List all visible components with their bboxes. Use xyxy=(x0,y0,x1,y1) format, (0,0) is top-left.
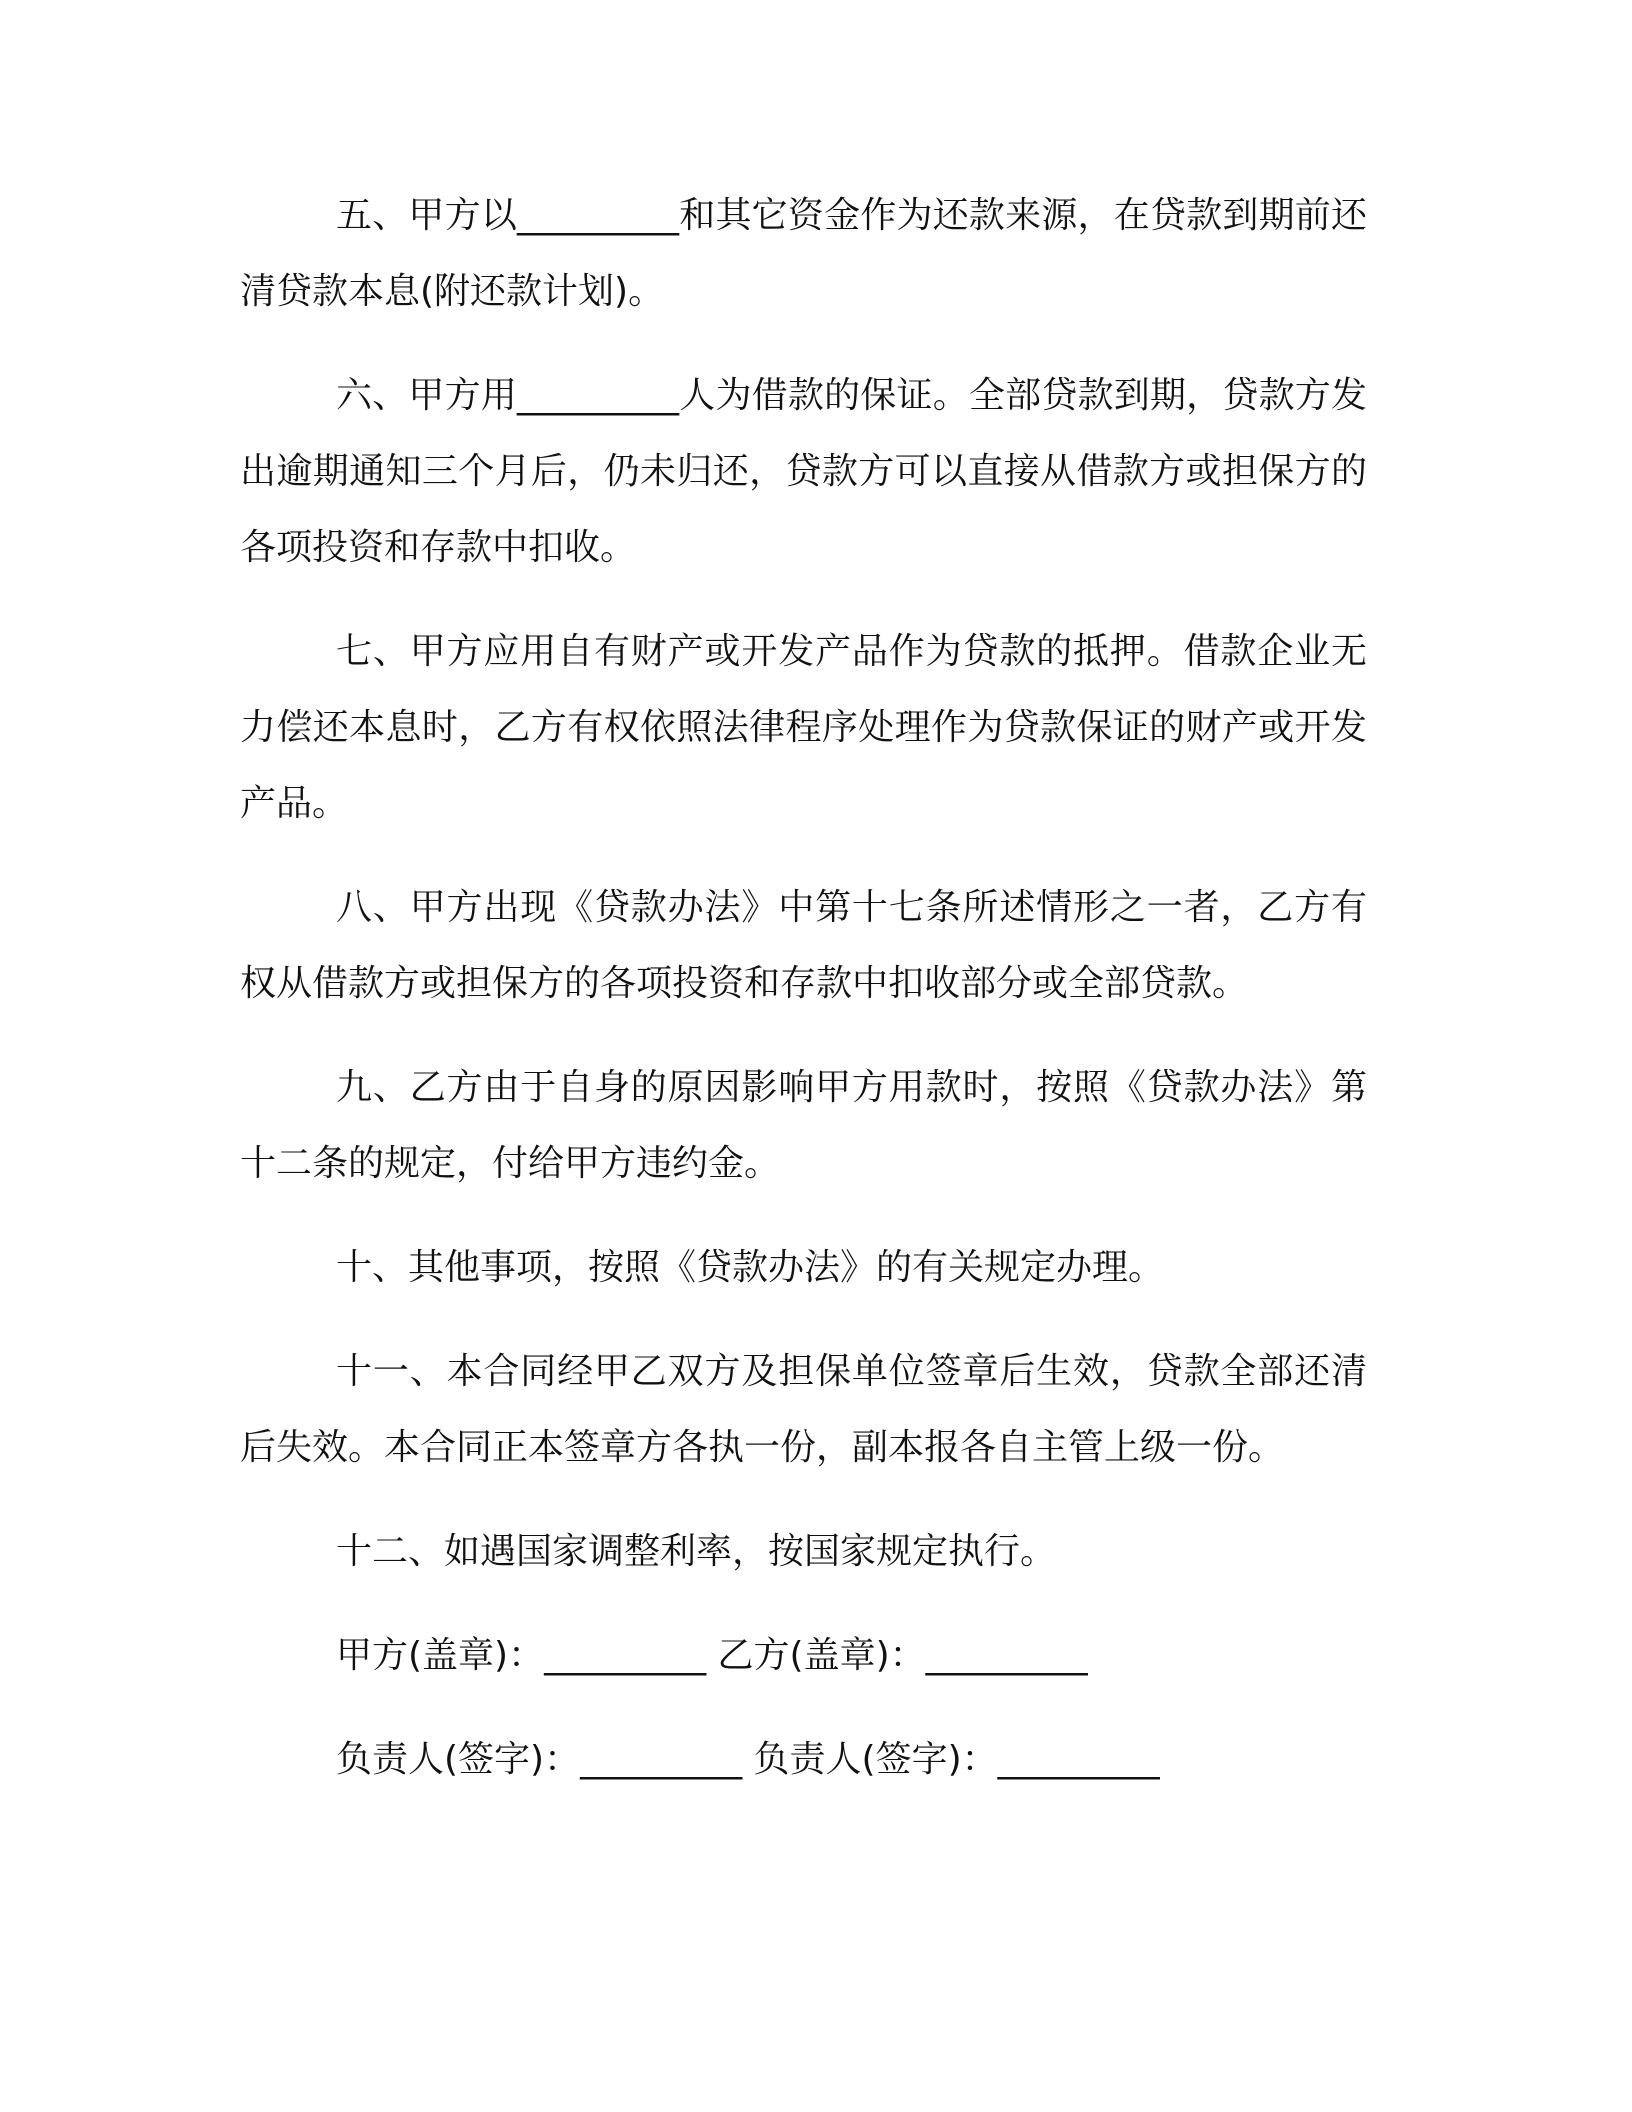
clause-6: 六、甲方用_________人为借款的保证。全部贷款到期，贷款方发出逾期通知三个月后，仍未归还，贷款方可以直接从借款方或担保方的各项投资和存款中扣收。 xyxy=(240,375,1367,568)
clause-8: 八、甲方出现《贷款办法》中第十七条所述情形之一者，乙方有权从借款方或担保方的各项投资和存款中扣收部分或全部贷款。 xyxy=(240,887,1367,1004)
clause-7: 七、甲方应用自有财产或开发产品作为贷款的抵押。借款企业无力偿还本息时，乙方有权依照法律程序处理作为贷款保证的财产或开发产品。 xyxy=(240,631,1367,824)
clause-5: 五、甲方以_________和其它资金作为还款来源，在贷款到期前还清贷款本息(附还款计划)。 xyxy=(240,195,1367,312)
contract-page xyxy=(240,178,1367,1826)
clause-12: 十二、如遇国家调整利率，按国家规定执行。 xyxy=(336,1531,1057,1572)
signature-person-line: 负责人(签字)：_________ 负责人(签字)：_________ xyxy=(336,1739,1160,1780)
clause-9: 九、乙方由于自身的原因影响甲方用款时，按照《贷款办法》第十二条的规定，付给甲方违约金。 xyxy=(240,1067,1367,1184)
signature-seal-line: 甲方(盖章)：_________ 乙方(盖章)：_________ xyxy=(336,1635,1088,1676)
clause-11: 十一、本合同经甲乙双方及担保单位签章后生效，贷款全部还清后失效。本合同正本签章方各执一份，副本报各自主管上级一份。 xyxy=(240,1351,1367,1468)
clause-10: 十、其他事项，按照《贷款办法》的有关规定办理。 xyxy=(336,1247,1165,1288)
